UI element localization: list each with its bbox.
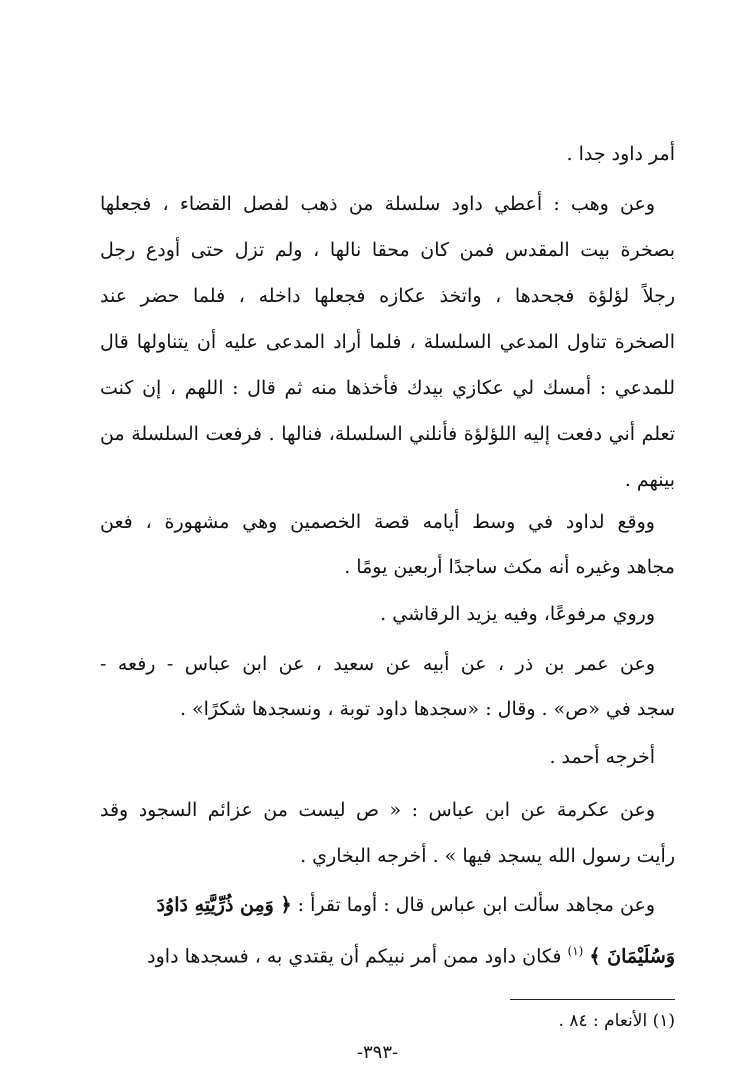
text-line: بينهم . <box>624 469 675 491</box>
text-segment: فكان داود ممن أمر نبيكم أن يقتدي به ، فسجدها داود <box>147 945 562 968</box>
text-line: رجلاً لؤلؤة فجحدها ، واتخذ عكازه فجعلها داخله ، فلما حضر عند <box>100 285 675 307</box>
text-line: بصخرة بيت المقدس فمن كان محقا نالها ، ولم تزل حتى أودع رجل <box>100 239 675 261</box>
text-segment: وعن مجاهد سألت ابن عباس قال : أوما تقرأ : <box>297 894 655 916</box>
text-line: أخرجه أحمد . <box>549 746 655 768</box>
text-line: ووقع لداود في وسط أيامه قصة الخصمين وهي مشهورة ، فعن <box>100 511 655 533</box>
quran-verse: وَسُلَيْمَانَ ﴾ <box>589 945 675 968</box>
text-line: مجاهد وغيره أنه مكث ساجدًا أربعين يومًا . <box>344 556 675 578</box>
text-line: رأيت رسول الله يسجد فيها » . أخرجه البخاري . <box>300 845 675 867</box>
quran-verse: ﴿ وَمِن ذُرِّيَّتِهِ دَاوُدَ <box>156 894 292 916</box>
text-line: وعن عمر بن ذر ، عن أبيه عن سعيد ، عن ابن عباس - رفعه - <box>100 653 655 675</box>
footnote: (١) الأنعام : ٨٤ . <box>558 1011 675 1031</box>
text-line: أمر داود جدا . <box>566 143 675 165</box>
text-line: وعن وهب : أعطي داود سلسلة من ذهب لفصل القضاء ، فجعلها <box>100 193 655 215</box>
text-line: الصخرة تناول المدعي السلسلة ، فلما أراد المدعى عليه أن يتناولها قال <box>100 331 675 353</box>
text-line: وروي مرفوعًا، وفيه يزيد الرقاشي . <box>380 603 655 625</box>
footnote-divider <box>510 999 675 1000</box>
text-line: سجد في «ص» . وقال : «سجدها داود توبة ، ونسجدها شكرًا» . <box>179 698 675 720</box>
text-line <box>100 939 675 968</box>
text-line: وعن عكرمة عن ابن عباس : « ص ليست من عزائم السجود وقد <box>100 799 655 821</box>
text-line <box>100 893 655 917</box>
text-line: تعلم أني دفعت إليه اللؤلؤة فأنلني السلسلة، فنالها . فرفعت السلسلة من <box>100 423 675 445</box>
page-number: -٣٩٣- <box>356 1042 399 1063</box>
text-line: للمدعي : أمسك لي عكازي بيدك فأخذها منه ثم قال : اللهم ، إن كنت <box>100 377 675 399</box>
footnote-marker: (١) <box>567 944 584 958</box>
